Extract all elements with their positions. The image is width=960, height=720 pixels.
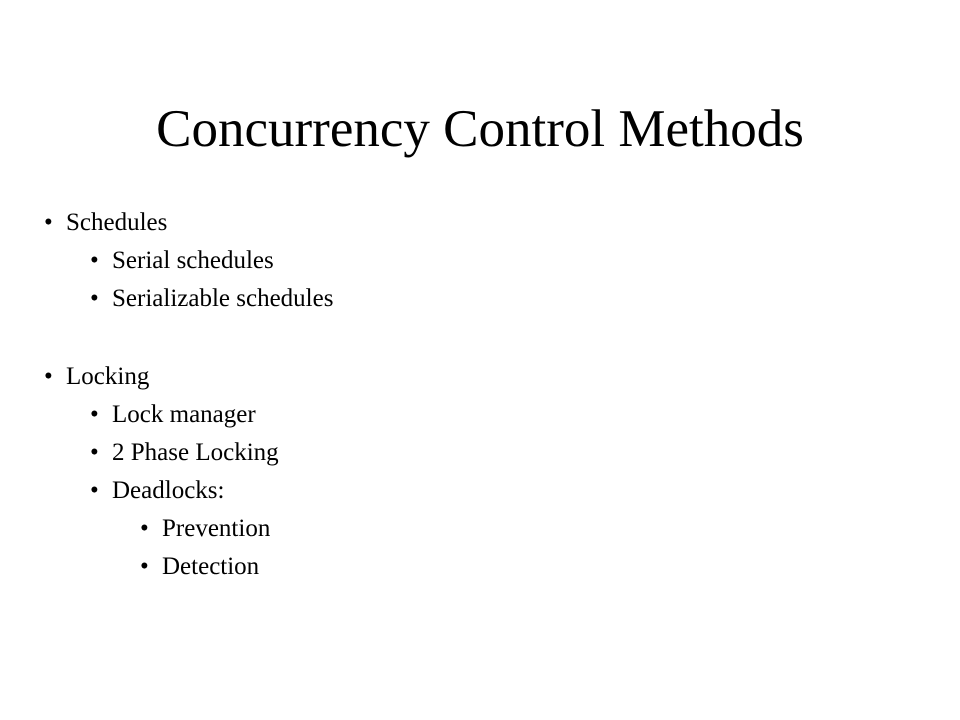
bullet-dot: • [44,363,53,390]
bullet-text: Locking [66,363,150,390]
bullet-text: Serializable schedules [112,285,334,312]
bullet-text: Serial schedules [112,247,274,274]
bullet-dot: • [90,439,99,466]
bullet-dot: • [90,401,99,428]
bullet-detection [140,552,259,582]
bullet-prevention [140,514,270,544]
bullet-text: Deadlocks: [112,477,225,504]
bullet-dot: • [140,515,149,542]
slide-title: Concurrency Control Methods [156,100,804,158]
bullet-text: 2 Phase Locking [112,439,279,466]
bullet-dot: • [90,247,99,274]
bullet-dot: • [90,285,99,312]
bullet-text: Schedules [66,209,168,236]
bullet-dot: • [44,209,53,236]
bullet-dot: • [90,477,99,504]
bullet-text: Detection [162,553,260,580]
bullet-schedules [44,208,167,238]
bullet-text: Lock manager [112,401,256,428]
bullet-2-phase-locking [90,438,279,468]
bullet-dot: • [140,553,149,580]
bullet-deadlocks [90,476,224,506]
bullet-text: Prevention [162,515,271,542]
bullet-serial-schedules [90,246,274,276]
bullet-lock-manager [90,400,256,430]
bullet-serializable-schedules [90,284,333,314]
bullet-locking [44,362,149,392]
